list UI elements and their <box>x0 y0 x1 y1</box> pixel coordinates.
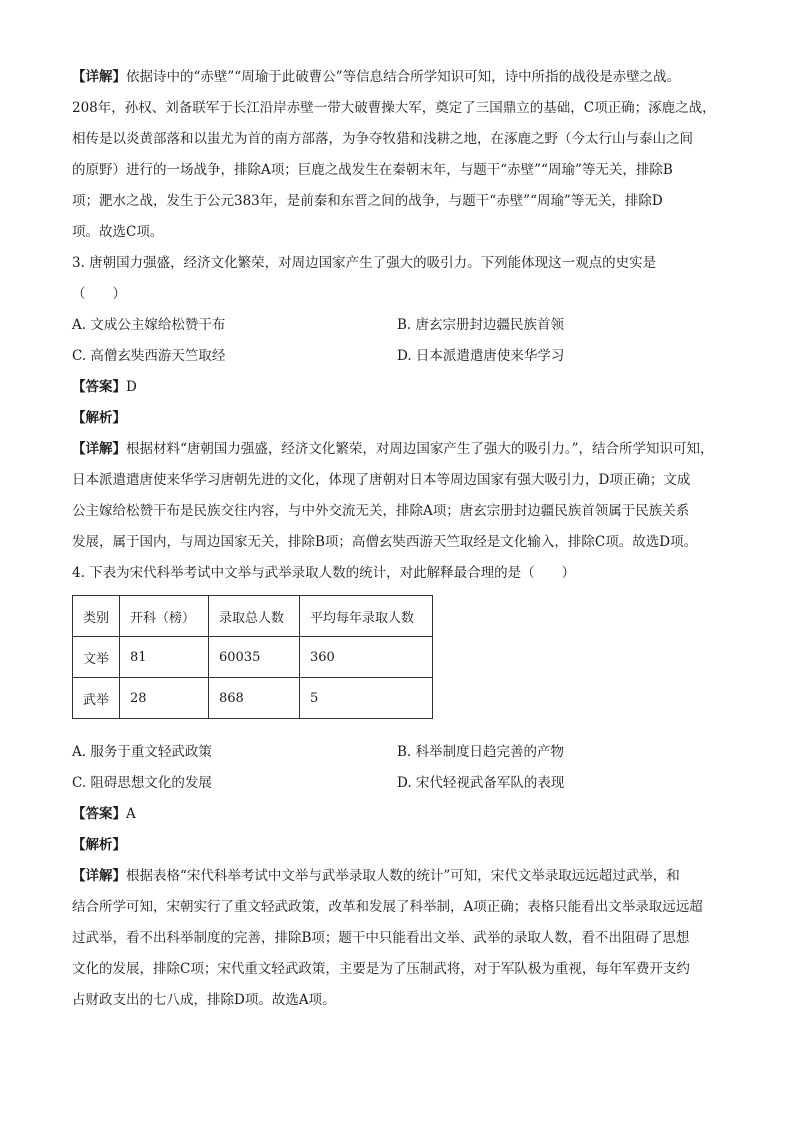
q2-detail-line-1: 【详解】依据诗中的“赤壁”“周瑜于此破曹公”等信息结合所学知识可知，诗中所指的战役是赤壁之战。 <box>72 69 681 85</box>
table-header-cell: 平均每年录取人数 <box>300 596 433 637</box>
table-cell: 武举 <box>73 678 120 719</box>
q2-detail-line-3: 相传是以炎黄部落和以蚩尤为首的南方部落，为争夺牧猎和浅耕之地，在涿鹿之野（今太行山与泰山之间 <box>72 131 693 147</box>
q2-detail-line-4: 的原野）进行的一场战争，排除A项；巨鹿之战发生在秦朝末年，与题干“赤壁”“周瑜”等无关，排除B <box>72 162 673 178</box>
q2-detail-line-5: 项；淝水之战，发生于公元383年，是前秦和东晋之间的战争，与题干“赤壁”“周瑜”等无关，排除D <box>72 193 663 209</box>
q3-option-a: A. 文成公主嫁给松赞干布 <box>72 317 226 333</box>
q4-detail-line-5: 占财政支出的七八成，排除D项。故选A项。 <box>72 992 336 1008</box>
table-cell: 28 <box>120 678 209 719</box>
q4-answer: 【答案】A <box>72 806 136 822</box>
q4-options-row-2 <box>72 768 732 799</box>
table-row <box>73 678 433 719</box>
q4-analysis-label: 【解析】 <box>72 837 126 853</box>
q3-detail-line-3: 公主嫁给松赞干布是民族交往内容，与中外交流无关，排除A项；唐玄宗册封边疆民族首领属于民族关系 <box>72 503 690 519</box>
table-cell: 60035 <box>209 637 300 678</box>
table-cell: 868 <box>209 678 300 719</box>
table-header-row <box>73 596 433 637</box>
q2-detail-line-6: 项。故选C项。 <box>72 224 164 240</box>
q3-paren: （ ） <box>72 286 126 302</box>
spacer <box>72 719 732 737</box>
q3-options-row-2 <box>72 341 732 372</box>
q3-stem: 3. 唐朝国力强盛，经济文化繁荣，对周边国家产生了强大的吸引力。下列能体现这一观点的史实是 <box>72 255 657 271</box>
q3-option-c: C. 高僧玄奘西游天竺取经 <box>72 348 226 364</box>
q4-detail-line-2: 结合所学可知，宋朝实行了重文轻武政策，改革和发展了科举制，A项正确；表格只能看出文举录取远远超 <box>72 899 703 915</box>
table-cell: 360 <box>300 637 433 678</box>
q3-option-d: D. 日本派遣遣唐使来华学习 <box>397 348 565 364</box>
q4-detail-line-3: 过武举，看不出科举制度的完善，排除B项；题干中只能看出文举、武举的录取人数，看不出阻碍了思想 <box>72 930 690 946</box>
q3-options-row-1 <box>72 310 732 341</box>
q3-detail-line-4: 发展，属于国内，与周边国家无关，排除B项；高僧玄奘西游天竺取经是文化输入，排除C项。故选D项。 <box>72 534 698 550</box>
q3-detail-line-1: 【详解】根据材料“唐朝国力强盛，经济文化繁荣，对周边国家产生了强大的吸引力。”，结合所学知识可知， <box>72 441 714 457</box>
q3-option-b: B. 唐玄宗册封边疆民族首领 <box>397 317 565 333</box>
document-page <box>72 62 732 1016</box>
detail-label: 【详解】 <box>72 69 126 85</box>
table-cell: 5 <box>300 678 433 719</box>
question-4 <box>72 558 732 1016</box>
q3-detail-line-2: 日本派遣遣唐使来华学习唐朝先进的文化，体现了唐朝对日本等周边国家有强大吸引力，D项正确；文成 <box>72 472 691 488</box>
q4-options-row-1 <box>72 737 732 768</box>
q2-detail-block <box>72 62 732 248</box>
q3-answer: 【答案】D <box>72 379 137 395</box>
q4-detail-line-1: 【详解】根据表格“宋代科举考试中文举与武举录取人数的统计”可知，宋代文举录取远远超过武举，和 <box>72 868 680 884</box>
table-header-cell: 开科（榜） <box>120 596 209 637</box>
q4-option-a: A. 服务于重文轻武政策 <box>72 744 212 760</box>
q3-analysis-label: 【解析】 <box>72 410 126 426</box>
q4-detail-line-4: 文化的发展，排除C项；宋代重文轻武政策，主要是为了压制武将，对于军队极为重视，每年军费开支约 <box>72 961 690 977</box>
q4-stem: 4. 下表为宋代科举考试中文举与武举录取人数的统计，对此解释最合理的是（ ） <box>72 565 576 581</box>
table-cell: 文举 <box>73 637 120 678</box>
q4-option-b: B. 科举制度日趋完善的产物 <box>397 744 565 760</box>
table-header-cell: 录取总人数 <box>209 596 300 637</box>
table-header-cell: 类别 <box>73 596 120 637</box>
q4-option-c: C. 阻碍思想文化的发展 <box>72 775 212 791</box>
q4-option-d: D. 宋代轻视武备军队的表现 <box>397 775 565 791</box>
table-row <box>73 637 433 678</box>
q4-table <box>72 595 433 719</box>
table-cell: 81 <box>120 637 209 678</box>
q2-detail-line-2: 208年，孙权、刘备联军于长江沿岸赤壁一带大破曹操大军，奠定了三国鼎立的基础，C项正确；涿鹿之战， <box>72 100 716 116</box>
question-3 <box>72 248 732 558</box>
